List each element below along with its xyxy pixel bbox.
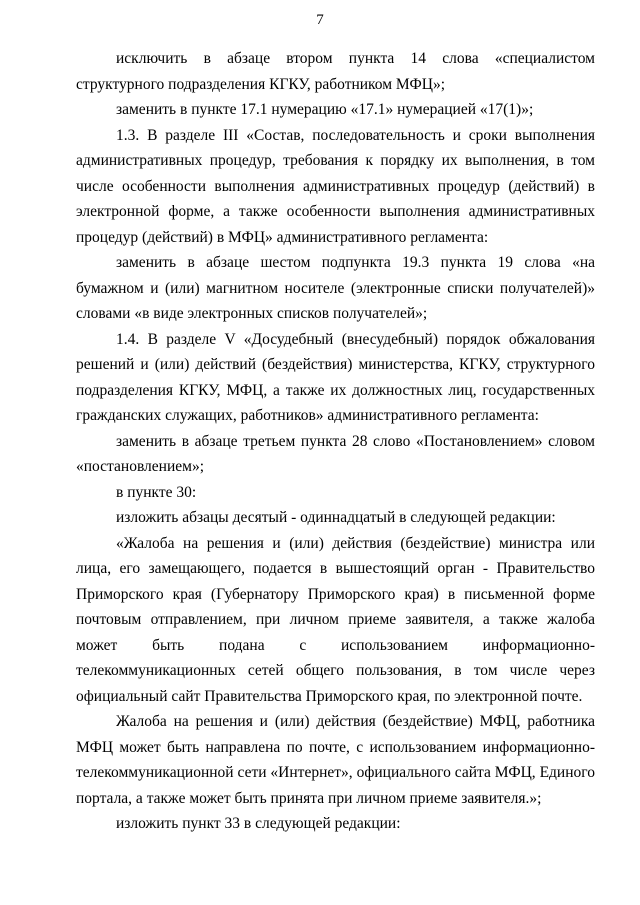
page-number: 7 [316, 12, 324, 28]
document-body [76, 46, 595, 837]
paragraph: 1.3. В разделе III «Состав, последовательность и сроки выполнения административных процедур, требования к порядку их выполнения, в том числе особенности выполнения административных процедур (действий) в электронной форме, а также особенности выполнения административных процедур (действий) в МФЦ» административного регламента: [76, 126, 595, 246]
paragraph: исключить в абзаце втором пункта 14 слова «специалистом структурного подразделения КГКУ, работником МФЦ»; [76, 50, 595, 93]
paragraph: заменить в пункте 17.1 нумерацию «17.1» нумерацией «17(1)»; [116, 101, 534, 118]
paragraph: «Жалоба на решения и (или) действия (бездействие) министра или лица, его замещающего, подается в вышестоящий орган - Правительство Приморского края (Губернатору Приморского края) в письменной форме почтовым отправлением, при личном приеме заявителя, а также жалоба может быть подана с использованием информационно-телекоммуникационных сетей общего пользования, в том числе через официальный сайт Правительства Приморского края, по электронной почте. [76, 534, 595, 705]
paragraph: заменить в абзаце третьем пункта 28 слово «Постановлением» словом «постановлением»; [76, 432, 595, 475]
paragraph: 1.4. В разделе V «Досудебный (внесудебный) порядок обжалования решений и (или) действий (бездействия) министерства, КГКУ, структурного подразделения КГКУ, МФЦ, а также их должностных лиц, государственных гражданских служащих, работников» административного регламента: [76, 330, 595, 424]
paragraph: изложить абзацы десятый - одиннадцатый в следующей редакции: [116, 509, 556, 526]
paragraph: заменить в абзаце шестом подпункта 19.3 пункта 19 слова «на бумажном и (или) магнитном носителе (электронные списки получателей)» словами «в виде электронных списков получателей»; [76, 254, 595, 322]
paragraph: в пункте 30: [116, 483, 197, 501]
paragraph: Жалоба на решения и (или) действия (бездействие) МФЦ, работника МФЦ может быть направлена по почте, с использованием информационно-телекоммуникационной сети «Интернет», официального сайта МФЦ, Единого портала, а также может быть принята при личном приеме заявителя.»; [76, 713, 595, 807]
paragraph: изложить пункт 33 в следующей редакции: [116, 815, 401, 832]
